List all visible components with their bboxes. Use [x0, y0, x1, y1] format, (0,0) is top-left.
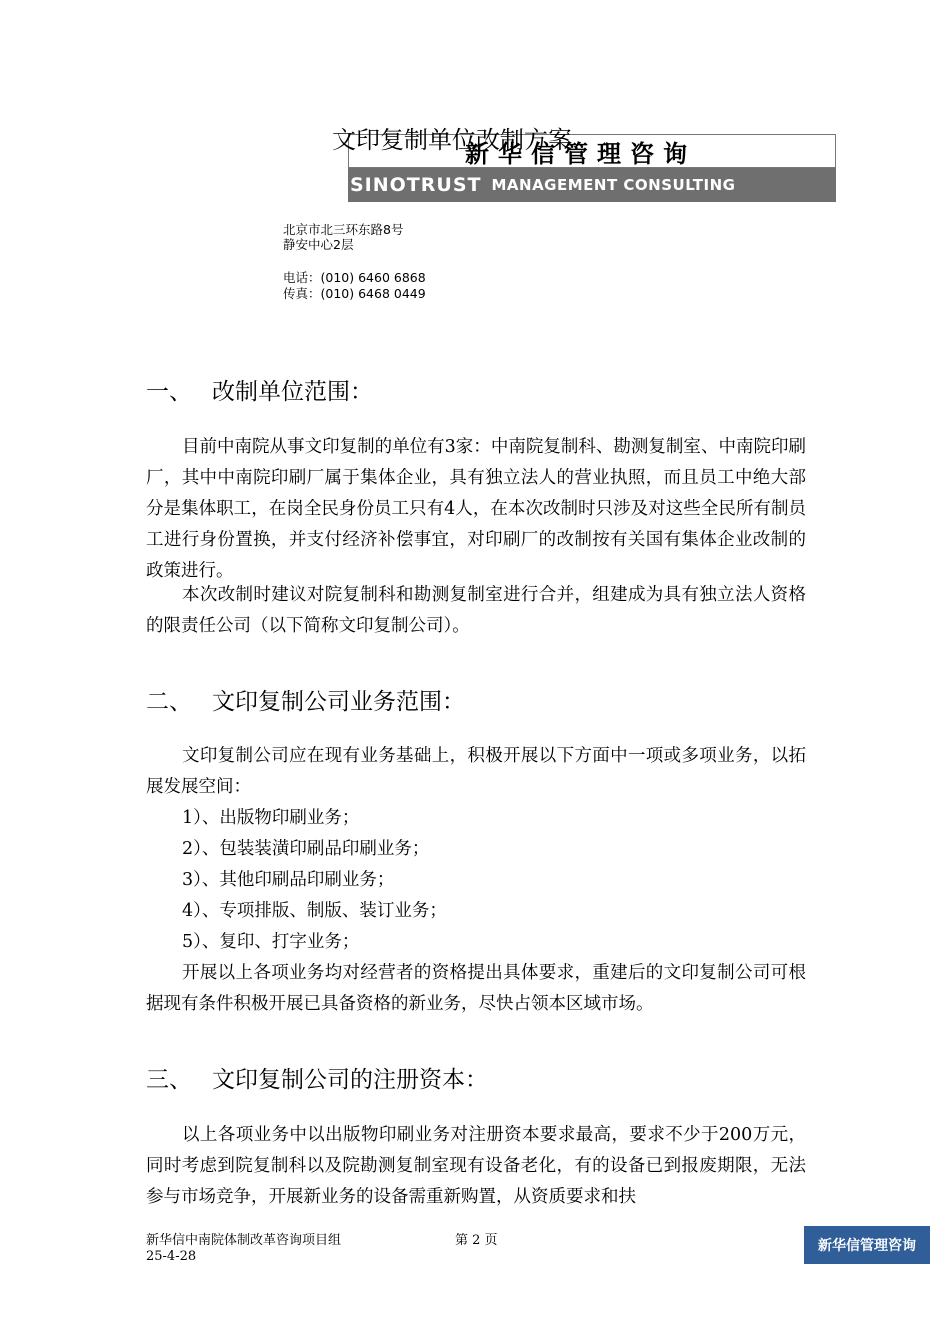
footer-date: 25-4-28	[146, 1249, 197, 1264]
list-item: 2）、包装装潢印刷品印刷业务；	[182, 839, 430, 859]
brand-badge: 新华信管理咨询	[804, 1226, 930, 1264]
list-item: 4）、专项排版、制版、装订业务；	[182, 901, 447, 921]
section-number: 二、	[146, 689, 192, 715]
paragraph: 文印复制公司应在现有业务基础上，积极开展以下方面中一项或多项业务，以拓展发展空间：	[146, 746, 806, 797]
section-title: 改制单位范围：	[212, 379, 373, 405]
section-title: 文印复制公司业务范围：	[212, 689, 465, 715]
list-item: 5）、复印、打字业务；	[182, 932, 360, 952]
logo-english-primary: SINOTRUST	[350, 174, 482, 196]
section-number: 一、	[146, 379, 192, 405]
footer-project: 新华信中南院体制改革咨询项目组	[146, 1233, 342, 1248]
list-item: 1）、出版物印刷业务；	[182, 808, 360, 828]
logo-chinese-text: 新华信管理咨询	[465, 140, 696, 168]
phone-number: 电话：(010) 6460 6868	[283, 270, 426, 285]
logo-english-bar	[348, 168, 836, 202]
paragraph: 目前中南院从事文印复制的单位有3家：中南院复制科、勘测复制室、中南院印刷厂，其中中南院印刷厂属于集体企业，具有独立法人的营业执照，而且员工中绝大部分是集体职工，在岗全民身份员工只有4人，在本次改制时只涉及对这些全民所有制员工进行身份置换，并支付经济补偿事宜，对印刷厂的改制按有关国有集体企业改制的政策进行。	[146, 437, 806, 581]
section-heading-1	[146, 373, 373, 406]
section-number: 三、	[146, 1067, 192, 1093]
fax-number: 传真：(010) 6468 0449	[283, 286, 426, 301]
logo-english-secondary: MANAGEMENT CONSULTING	[491, 176, 736, 194]
paragraph: 以上各项业务中以出版物印刷业务对注册资本要求最高，要求不少于200万元，同时考虑到院复制科以及院勘测复制室现有设备老化，有的设备已到报废期限，无法参与市场竞争，开展新业务的设备需重新购置，从资质要求和扶	[146, 1125, 806, 1207]
paragraph: 本次改制时建议对院复制科和勘测复制室进行合并，组建成为具有独立法人资格的限责任公司（以下简称文印复制公司）。	[146, 585, 806, 636]
document-title: 文印复制单位改制方案	[332, 126, 572, 154]
page-number: 第 2 页	[455, 1233, 498, 1248]
address-line-2: 静安中心2层	[283, 237, 354, 252]
address-line-1: 北京市北三环东路8号	[283, 222, 404, 237]
section-title: 文印复制公司的注册资本：	[212, 1067, 488, 1093]
section-heading-2	[146, 683, 465, 716]
list-item: 3）、其他印刷品印刷业务；	[182, 870, 395, 890]
section-heading-3	[146, 1061, 488, 1094]
paragraph: 开展以上各项业务均对经营者的资格提出具体要求，重建后的文印复制公司可根据现有条件积极开展已具备资格的新业务，尽快占领本区域市场。	[146, 963, 806, 1014]
